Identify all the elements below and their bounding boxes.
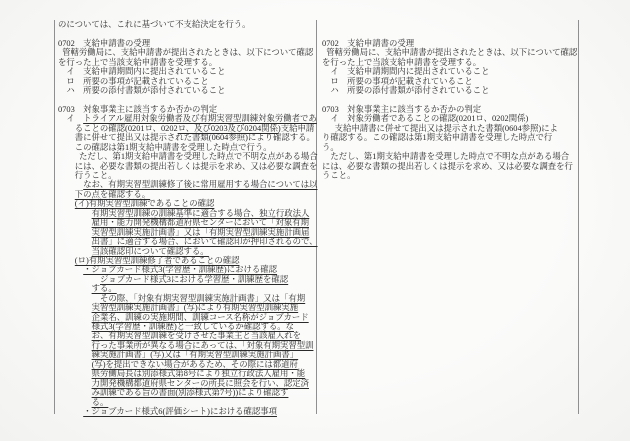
text-segment: ることの確認(0201ロ、0202	[74, 123, 178, 133]
text-line	[58, 67, 314, 76]
text-line	[58, 86, 314, 95]
text-segment: う。	[322, 142, 339, 152]
text-line	[58, 39, 314, 48]
text-segment: を行った上で当該支給申請書を受理する。	[58, 57, 218, 67]
text-segment: ロ 所要の事項が記載されていること	[330, 76, 473, 86]
text-segment: 管轄労働局に、支給申請書が提出されたときは、以下について確認	[326, 48, 578, 58]
text-segment: には、必要な書類の提出若しくは提示を求め、又は必要な調査を行	[322, 161, 573, 171]
underlined-text-segment: なお、有期実習型訓練修了後に常用雇用する場合については以	[83, 180, 318, 190]
text-line	[58, 284, 314, 293]
underlined-text-segment: る。	[91, 397, 109, 407]
text-segment: イ 支給申請期間内に提出されていること	[330, 67, 490, 77]
right-margin-rule	[578, 20, 579, 414]
text-segment: ハ 所要の添付書類が添付されていること	[66, 86, 226, 96]
text-line	[58, 161, 318, 171]
text-line	[58, 388, 314, 397]
underlined-text-segment: 出書」に適合する場合、において確認印が押印されるので、	[91, 237, 318, 247]
text-line	[58, 114, 317, 124]
text-line	[58, 237, 318, 247]
underlined-text-segment: (写)を提出できない場合があるため、その際には都道府	[91, 359, 298, 369]
text-line	[58, 369, 314, 378]
underlined-text-segment: 力開発機構都道府県センターの所長に照会を行い、認定済	[91, 378, 310, 388]
underlined-text-segment: 企業名、訓練の実施期間、訓練コース名称がジョブカード	[91, 312, 309, 322]
text-line	[322, 58, 576, 67]
text-line	[58, 48, 314, 57]
underlined-text-segment: 県労働局長は別添様式第8号により独立行政法人雇用・能	[91, 369, 306, 379]
blank-line	[322, 96, 576, 105]
text-line	[322, 162, 576, 171]
underlined-text-segment: (ロ)有期実習型訓練修了者であることの確認	[74, 255, 240, 265]
text-line	[322, 67, 576, 76]
underlined-text-segment: 当該確認印について確認する。	[91, 246, 209, 256]
text-line	[58, 275, 314, 284]
text-line	[58, 341, 314, 350]
text-line	[58, 199, 314, 208]
blank-line	[322, 20, 576, 29]
text-line	[58, 360, 314, 369]
text-line	[58, 398, 314, 407]
underlined-text-segment: トライアル雇用対象労働者及び有期実習型訓練対象労働者であ	[83, 114, 317, 124]
text-line	[58, 180, 318, 190]
text-segment: ハ 所要の添付書類が添付されていること	[330, 86, 490, 96]
underlined-text-segment: 様式3(学習歴・訓練歴)と一致しているか確認する。な	[91, 322, 294, 331]
text-segment: イ 対象労働者であることの確認(0201ロ、0202関係)	[330, 114, 529, 124]
underlined-text-segment: 実習型訓練実施計画書」又は「有期実習型訓練実施計画届	[91, 227, 310, 237]
text-line	[58, 228, 314, 237]
column-divider-rule	[316, 20, 317, 414]
underlined-text-segment: み訓練である旨の書面(別添様式第7号))により確認す	[91, 388, 289, 398]
blank-line	[322, 29, 576, 38]
text-line	[322, 105, 576, 114]
text-segment: イ 支給申請期間内に提出されていること	[66, 67, 226, 77]
text-segment: ロ 所要の事項が記載されていること	[66, 76, 209, 86]
text-line	[58, 124, 314, 133]
text-line	[58, 133, 314, 142]
text-line	[58, 218, 314, 227]
text-line	[322, 39, 576, 48]
right-text-column	[322, 20, 576, 180]
text-line	[58, 407, 314, 416]
text-segment: 支給申請書に併せて提出又は提示された書類(0604参照)によ	[334, 123, 558, 133]
left-text-column	[58, 20, 318, 416]
text-line	[58, 294, 314, 303]
underlined-text-segment: ・ジョブカード様式3(学習歴・訓練歴)における確認	[83, 265, 277, 275]
text-line	[322, 143, 576, 152]
blank-line	[58, 29, 314, 38]
underlined-text-segment: 有期実習型訓練の訓練基準に適合する場合、独立行政法人	[91, 208, 310, 218]
text-segment: のについては、これに基づいて不支給決定を行う。	[58, 20, 251, 29]
text-segment: を行った上で当該支給申請書を受理する。	[322, 57, 482, 67]
text-line	[58, 313, 314, 322]
text-segment: 書に併せて提出又は提示された書類(0604参照)により確認する。	[74, 133, 315, 143]
text-segment: 0702 支給申請書の受理	[58, 38, 151, 48]
text-segment: 0703 対象事業主に該当するか否かの判定	[322, 104, 482, 114]
text-segment: うこと。	[322, 171, 356, 180]
underlined-text-segment: ・ジョブカード様式6(評価シート)における確認事項	[83, 406, 277, 416]
text-line	[58, 143, 314, 152]
text-line	[58, 152, 318, 162]
text-segment: ただし、第1期支給申請書を受理した時点で不明な点がある場合	[330, 152, 570, 162]
underlined-text-segment: その際、「対象有期実習型訓練実施計画書」又は「有期	[100, 293, 306, 303]
text-segment: り確認する。この確認は第1期支給申請書を受理した時点で行	[322, 133, 553, 143]
text-line	[58, 190, 314, 199]
text-segment: ただし、第1期支給申請書を受理した時点で不明な点がある場合	[79, 152, 318, 162]
underlined-text-segment: 実習型訓練実施計画書」(写)により有期実習型訓練実施	[91, 303, 299, 313]
text-segment: イ	[66, 114, 84, 124]
underlined-text-segment: 雇用・能力開発機構都道府県センターにおいて「対象有期	[91, 218, 310, 228]
text-segment: 管轄労働局に、支給申請書が提出されたときは、以下について確認	[62, 48, 314, 58]
text-line	[322, 133, 576, 142]
text-segment: この確認は第1期支給申請書を受理した時点で行う。	[74, 142, 272, 152]
text-line	[58, 247, 314, 256]
text-line	[58, 20, 314, 29]
text-line	[58, 105, 314, 114]
text-line	[58, 350, 314, 359]
underlined-text-segment: ロ、及び0203及び0204関係	[177, 123, 278, 133]
text-line	[322, 124, 576, 133]
text-line	[322, 77, 576, 86]
underlined-text-segment: 練実施計画書」(写)又は「有期実習型訓練実施計画書」	[91, 350, 299, 360]
text-segment: には、必要な書類の提出若しくは提示を求め、又は必要な調査を	[74, 161, 318, 171]
text-line	[322, 171, 576, 180]
underlined-text-segment: する。	[91, 284, 117, 294]
blank-line	[58, 96, 314, 105]
text-segment: 行うこと。	[74, 171, 117, 180]
text-segment: )支給申請	[277, 123, 315, 133]
underlined-text-segment: (イ)有期実習型訓練であることの確認	[74, 199, 215, 209]
text-line	[58, 331, 314, 340]
underlined-text-segment: お、有期実習型訓練を受けさせた事業主と当該雇入れを	[91, 331, 301, 341]
text-line	[58, 209, 314, 218]
text-line	[322, 114, 576, 123]
text-line	[58, 256, 314, 265]
underlined-text-segment: ジョブカード様式3における学習歴・訓練歴を確認	[100, 274, 289, 284]
text-line	[322, 48, 576, 57]
text-segment: 0703 対象事業主に該当するか否かの判定	[58, 104, 218, 114]
text-line	[322, 86, 576, 95]
text-line	[58, 58, 314, 67]
text-line	[58, 77, 314, 86]
text-segment: 0702 支給申請書の受理	[322, 38, 415, 48]
text-line	[58, 265, 314, 274]
text-line	[322, 152, 576, 161]
text-line	[58, 303, 314, 312]
underlined-text-segment: 下の点を確認する。	[74, 189, 151, 199]
left-margin-rule	[54, 20, 55, 414]
underlined-text-segment: 行った事業所が異なる場合にあっては、「対象有期実習型訓	[91, 340, 314, 350]
text-line	[58, 379, 314, 388]
